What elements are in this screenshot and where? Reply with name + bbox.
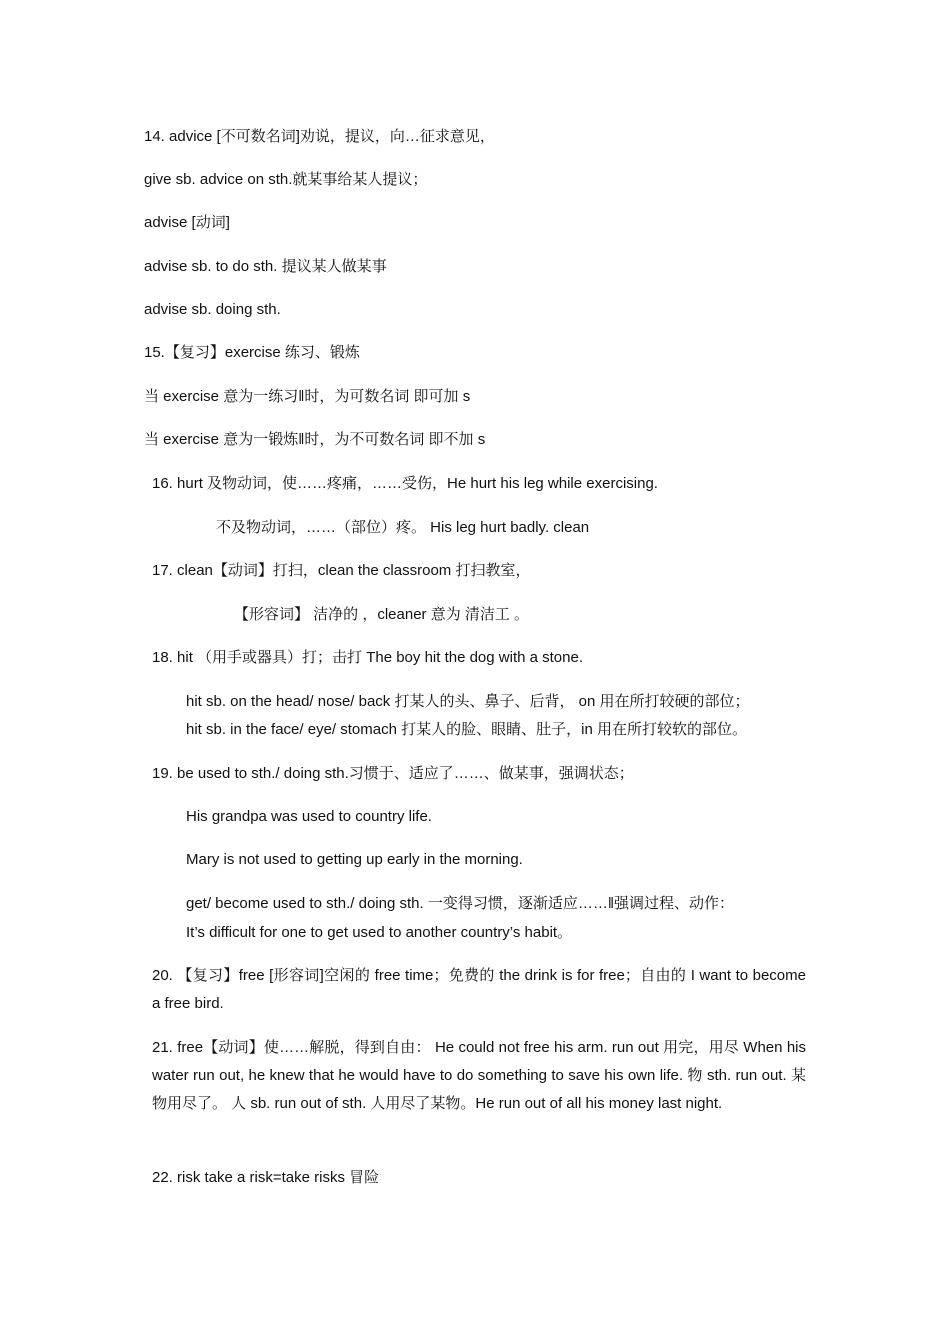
line-clean-adjective: 【形容词】 洁净的 ，cleaner 意为 清洁工 。 bbox=[234, 606, 530, 623]
paragraph-free-adjective: 20. 【复习】free [形容词]空闲的 free time；免费的 the drink is for free；自由的 I want to become a free bird. bbox=[152, 967, 806, 1012]
line-hit-heading: 18. hit （用手或器具）打；击打 The boy hit the dog with a stone. bbox=[152, 649, 584, 666]
line-hurt-transitive: 16. hurt 及物动词，使……疼痛，……受伤，He hurt his leg while exercising. bbox=[152, 475, 658, 492]
paragraph-free-verb: 21. free【动词】使……解脱，得到自由： He could not free his arm. run out 用完，用尽 When his water run out, he knew that he would have to do something to save his own life. 物 sth. run out. 某物用尽了。 人 sb. run out of sth. 人用尽了某物。He run out of all his money last night. bbox=[152, 1039, 806, 1112]
line-advise-verb: advise [动词] bbox=[144, 214, 230, 231]
line-advise-to-do: advise sb. to do sth. 提议某人做某事 bbox=[144, 258, 387, 275]
line-give-advice: give sb. advice on sth.就某事给某人提议； bbox=[144, 171, 428, 188]
line-advice-heading: 14. advice [不可数名词]劝说，提议，向…征求意见， bbox=[144, 128, 495, 145]
line-difficult-example: It’s difficult for one to get used to another country’s habit。 bbox=[186, 924, 573, 941]
line-risk: 22. risk take a risk=take risks 冒险 bbox=[152, 1169, 380, 1186]
line-hit-in: hit sb. in the face/ eye/ stomach 打某人的脸、眼睛、肚子，in 用在所打较软的部位。 bbox=[186, 721, 747, 738]
line-exercise-uncountable: 当 exercise 意为一锻炼‖时，为不可数名词 即不加 s bbox=[144, 431, 486, 448]
line-grandpa-example: His grandpa was used to country life. bbox=[186, 808, 432, 825]
line-clean-verb: 17. clean【动词】打扫，clean the classroom 打扫教室， bbox=[152, 562, 531, 579]
line-exercise-heading: 15.【复习】exercise 练习、锻炼 bbox=[144, 344, 360, 361]
line-mary-example: Mary is not used to getting up early in the morning. bbox=[186, 851, 523, 868]
line-hurt-intransitive: 不及物动词，……（部位）疼。 His leg hurt badly. clean bbox=[216, 519, 590, 536]
line-advise-doing: advise sb. doing sth. bbox=[144, 301, 281, 318]
line-get-used-to: get/ become used to sth./ doing sth. 一变得习惯，逐渐适应……‖强调过程、动作： bbox=[186, 895, 735, 912]
line-be-used-to: 19. be used to sth./ doing sth.习惯于、适应了……、做某事，强调状态； bbox=[152, 765, 634, 782]
line-exercise-countable: 当 exercise 意为一练习‖时，为可数名词 即可加 s bbox=[144, 388, 471, 405]
line-hit-on: hit sb. on the head/ nose/ back 打某人的头、鼻子、后背， on 用在所打较硬的部位； bbox=[186, 693, 750, 710]
